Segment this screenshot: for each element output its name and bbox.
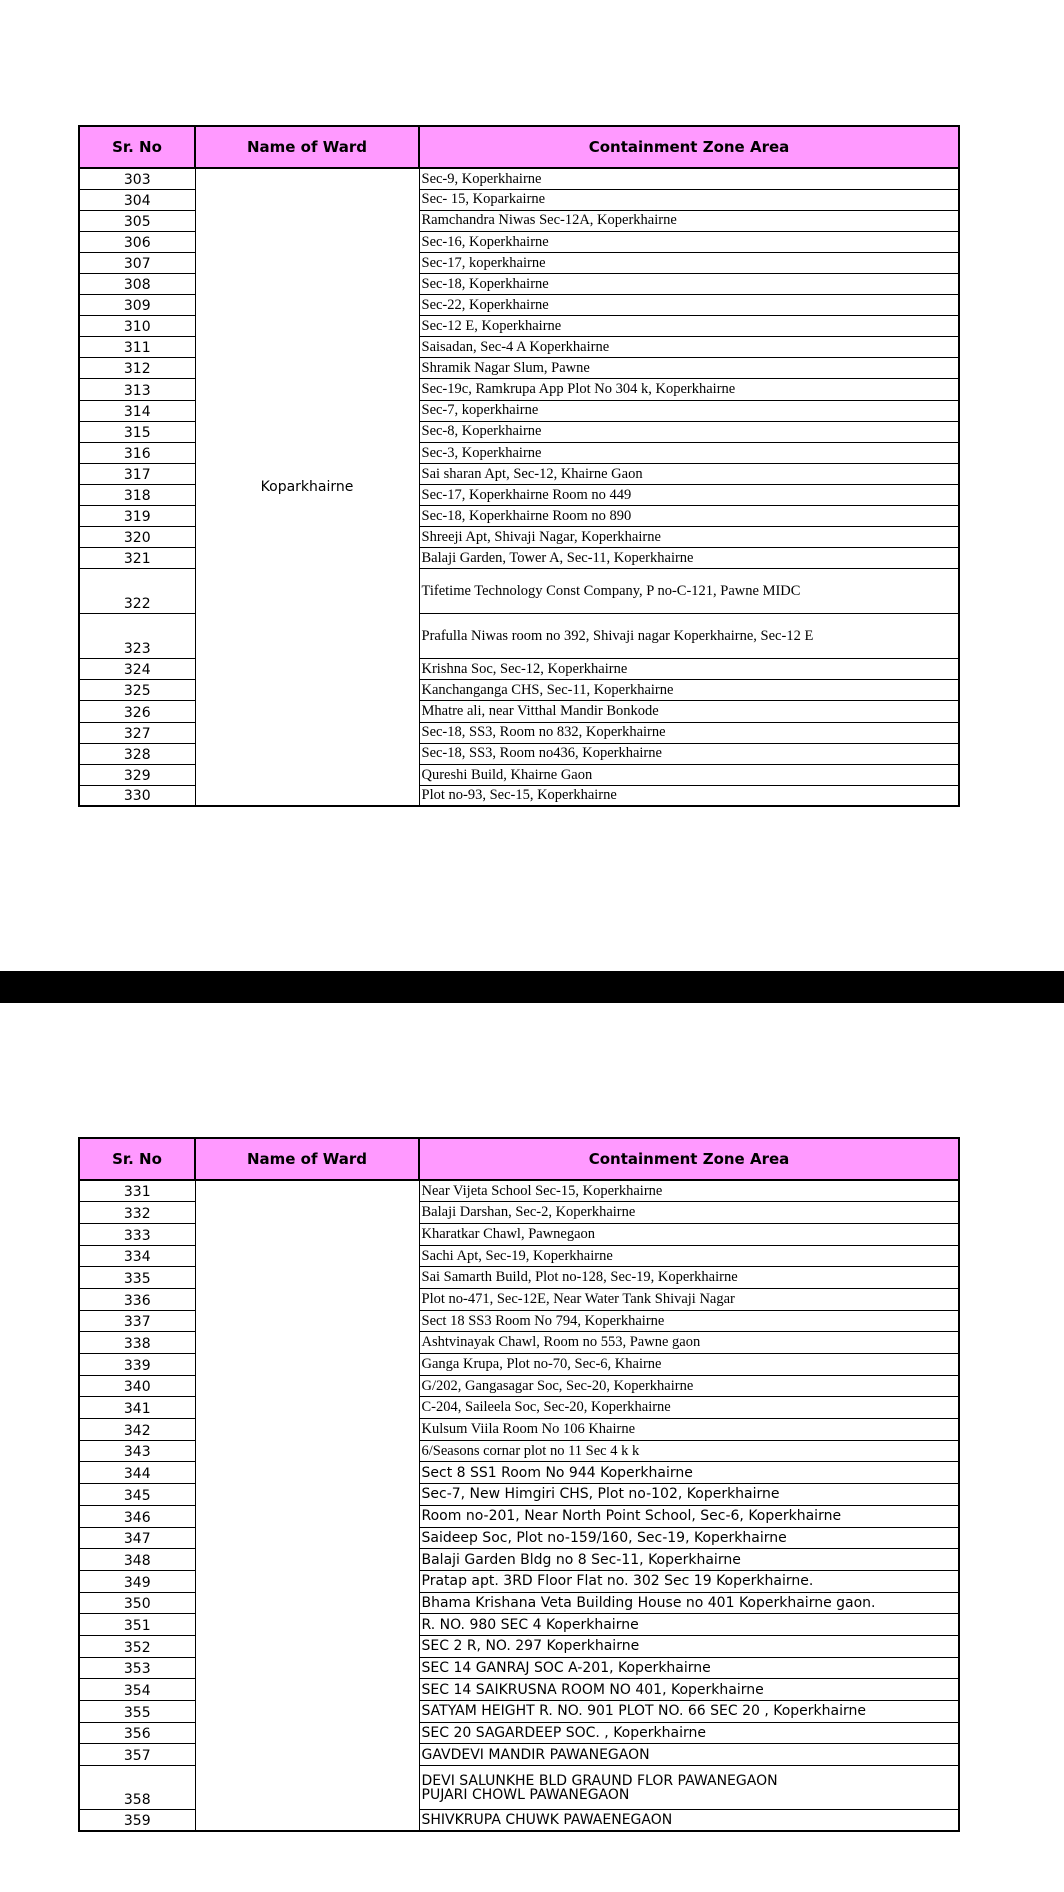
table-row: [79, 168, 959, 189]
area-cell: SHIVKRUPA CHUWK PAWAENEGAON: [419, 1810, 959, 1832]
sr-no-cell: 330: [79, 785, 195, 806]
area-cell: Tifetime Technology Const Company, P no-C-121, Pawne MIDC: [419, 569, 959, 614]
header-containment-zone-area: Containment Zone Area: [419, 1138, 959, 1180]
sr-no-cell: 304: [79, 189, 195, 210]
containment-table-1: [78, 125, 960, 807]
sr-no-cell: 335: [79, 1267, 195, 1289]
sr-no-cell: 353: [79, 1657, 195, 1679]
sr-no-cell: 351: [79, 1614, 195, 1636]
header-sr-no: Sr. No: [79, 126, 195, 168]
area-cell: Shramik Nagar Slum, Pawne: [419, 358, 959, 379]
area-cell: Plot no-93, Sec-15, Koperkhairne: [419, 785, 959, 806]
area-cell: Pratap apt. 3RD Floor Flat no. 302 Sec 19 Koperkhairne.: [419, 1570, 959, 1592]
sr-no-cell: 342: [79, 1419, 195, 1441]
area-cell: Sec-8, Koperkhairne: [419, 421, 959, 442]
ward-name: Koparkhairne: [260, 479, 354, 496]
area-cell: Mhatre ali, near Vitthal Mandir Bonkode: [419, 701, 959, 722]
sr-no-cell: 317: [79, 463, 195, 484]
area-cell: 6/Seasons cornar plot no 11 Sec 4 k k: [419, 1440, 959, 1462]
sr-no-cell: 336: [79, 1288, 195, 1310]
ward-name-cell: [195, 1180, 419, 1831]
table-header-row: [79, 1138, 959, 1180]
header-containment-zone-area: Containment Zone Area: [419, 126, 959, 168]
area-cell: Saisadan, Sec-4 A Koperkhairne: [419, 337, 959, 358]
sr-no-cell: 321: [79, 548, 195, 569]
area-cell: Sec-16, Koperkhairne: [419, 231, 959, 252]
containment-table-2: [78, 1137, 960, 1832]
area-cell: Sec-7, koperkhairne: [419, 400, 959, 421]
area-cell: SEC 14 SAIKRUSNA ROOM NO 401, Koperkhairne: [419, 1679, 959, 1701]
sr-no-cell: 320: [79, 527, 195, 548]
area-cell: SEC 2 R, NO. 297 Koperkhairne: [419, 1635, 959, 1657]
table-row: [79, 1180, 959, 1202]
area-cell: Sec-17, koperkhairne: [419, 252, 959, 273]
area-cell: Balaji Darshan, Sec-2, Koperkhairne: [419, 1202, 959, 1224]
area-cell: Plot no-471, Sec-12E, Near Water Tank Shivaji Nagar: [419, 1288, 959, 1310]
area-cell: Kanchanganga CHS, Sec-11, Koperkhairne: [419, 680, 959, 701]
sr-no-cell: 343: [79, 1440, 195, 1462]
sr-no-cell: 347: [79, 1527, 195, 1549]
area-cell: SATYAM HEIGHT R. NO. 901 PLOT NO. 66 SEC 20 , Koperkhairne: [419, 1701, 959, 1723]
sr-no-cell: 329: [79, 764, 195, 785]
area-cell: Sect 18 SS3 Room No 794, Koperkhairne: [419, 1310, 959, 1332]
area-cell: Sai sharan Apt, Sec-12, Khairne Gaon: [419, 463, 959, 484]
area-cell: Near Vijeta School Sec-15, Koperkhairne: [419, 1180, 959, 1202]
area-cell: GAVDEVI MANDIR PAWANEGAON: [419, 1744, 959, 1766]
area-cell: Qureshi Build, Khairne Gaon: [419, 764, 959, 785]
area-cell: Kharatkar Chawl, Pawnegaon: [419, 1223, 959, 1245]
sr-no-cell: 348: [79, 1549, 195, 1571]
sr-no-cell: 303: [79, 168, 195, 189]
sr-no-cell: 346: [79, 1505, 195, 1527]
header-name-of-ward: Name of Ward: [195, 1138, 419, 1180]
sr-no-cell: 326: [79, 701, 195, 722]
sr-no-cell: 324: [79, 659, 195, 680]
sr-no-cell: 328: [79, 743, 195, 764]
sr-no-cell: 338: [79, 1332, 195, 1354]
sr-no-cell: 314: [79, 400, 195, 421]
area-cell: Krishna Soc, Sec-12, Koperkhairne: [419, 659, 959, 680]
area-cell: Sec-22, Koperkhairne: [419, 295, 959, 316]
sr-no-cell: 332: [79, 1202, 195, 1224]
sr-no-cell: 308: [79, 273, 195, 294]
area-cell: Shreeji Apt, Shivaji Nagar, Koperkhairne: [419, 527, 959, 548]
sr-no-cell: 318: [79, 484, 195, 505]
area-cell: Sec-18, SS3, Room no 832, Koperkhairne: [419, 722, 959, 743]
area-cell: Sec-18, Koperkhairne Room no 890: [419, 506, 959, 527]
area-cell: Sec-18, Koperkhairne: [419, 273, 959, 294]
area-cell: Sai Samarth Build, Plot no-128, Sec-19, Koperkhairne: [419, 1267, 959, 1289]
area-cell: Sachi Apt, Sec-19, Koperkhairne: [419, 1245, 959, 1267]
sr-no-cell: 327: [79, 722, 195, 743]
sr-no-cell: 355: [79, 1701, 195, 1723]
area-cell: SEC 20 SAGARDEEP SOC. , Koperkhairne: [419, 1722, 959, 1744]
page-separator: [0, 971, 1064, 1003]
area-cell: Kulsum Viila Room No 106 Khairne: [419, 1419, 959, 1441]
sr-no-cell: 349: [79, 1570, 195, 1592]
area-line: DEVI SALUNKHE BLD GRAUND FLOR PAWANEGAON: [421, 1772, 778, 1789]
area-cell: Sec- 15, Koparkairne: [419, 189, 959, 210]
sr-no-cell: 350: [79, 1592, 195, 1614]
sr-no-cell: 357: [79, 1744, 195, 1766]
sr-no-cell: 312: [79, 358, 195, 379]
area-cell: Saideep Soc, Plot no-159/160, Sec-19, Koperkhairne: [419, 1527, 959, 1549]
sr-no-cell: 340: [79, 1375, 195, 1397]
sr-no-cell: 345: [79, 1484, 195, 1506]
sr-no-cell: 309: [79, 295, 195, 316]
area-cell: Ashtvinayak Chawl, Room no 553, Pawne gaon: [419, 1332, 959, 1354]
sr-no-cell: 311: [79, 337, 195, 358]
sr-no-cell: 352: [79, 1635, 195, 1657]
ward-name-cell: [195, 168, 419, 806]
area-cell: Bhama Krishana Veta Building House no 401 Koperkhairne gaon.: [419, 1592, 959, 1614]
area-cell: Ganga Krupa, Plot no-70, Sec-6, Khairne: [419, 1354, 959, 1376]
area-cell: [419, 1766, 959, 1810]
sr-no-cell: 356: [79, 1722, 195, 1744]
sr-no-cell: 319: [79, 506, 195, 527]
sr-no-cell: 307: [79, 252, 195, 273]
sr-no-cell: 323: [79, 614, 195, 659]
sr-no-cell: 306: [79, 231, 195, 252]
header-sr-no: Sr. No: [79, 1138, 195, 1180]
area-cell: Sec-3, Koperkhairne: [419, 442, 959, 463]
area-cell: Sec-18, SS3, Room no436, Koperkhairne: [419, 743, 959, 764]
sr-no-cell: 325: [79, 680, 195, 701]
header-name-of-ward: Name of Ward: [195, 126, 419, 168]
area-cell: Sec-19c, Ramkrupa App Plot No 304 k, Koperkhairne: [419, 379, 959, 400]
area-line: PUJARI CHOWL PAWANEGAON: [421, 1786, 630, 1803]
sr-no-cell: 341: [79, 1397, 195, 1419]
sr-no-cell: 354: [79, 1679, 195, 1701]
sr-no-cell: 337: [79, 1310, 195, 1332]
area-cell: G/202, Gangasagar Soc, Sec-20, Koperkhairne: [419, 1375, 959, 1397]
sr-no-cell: 310: [79, 316, 195, 337]
area-cell: R. NO. 980 SEC 4 Koperkhairne: [419, 1614, 959, 1636]
sr-no-cell: 316: [79, 442, 195, 463]
sr-no-cell: 305: [79, 210, 195, 231]
sr-no-cell: 333: [79, 1223, 195, 1245]
area-cell: SEC 14 GANRAJ SOC A-201, Koperkhairne: [419, 1657, 959, 1679]
table-header-row: [79, 126, 959, 168]
sr-no-cell: 359: [79, 1810, 195, 1832]
area-cell: C-204, Saileela Soc, Sec-20, Koperkhairne: [419, 1397, 959, 1419]
area-cell: Sec-9, Koperkhairne: [419, 168, 959, 189]
sr-no-cell: 344: [79, 1462, 195, 1484]
sr-no-cell: 339: [79, 1354, 195, 1376]
area-cell: Sec-12 E, Koperkhairne: [419, 316, 959, 337]
area-cell: Balaji Garden, Tower A, Sec-11, Koperkhairne: [419, 548, 959, 569]
area-cell: Ramchandra Niwas Sec-12A, Koperkhairne: [419, 210, 959, 231]
sr-no-cell: 334: [79, 1245, 195, 1267]
area-cell: Room no-201, Near North Point School, Sec-6, Koperkhairne: [419, 1505, 959, 1527]
sr-no-cell: 313: [79, 379, 195, 400]
area-cell: Balaji Garden Bldg no 8 Sec-11, Koperkhairne: [419, 1549, 959, 1571]
area-cell: Sec-17, Koperkhairne Room no 449: [419, 484, 959, 505]
area-cell: Prafulla Niwas room no 392, Shivaji nagar Koperkhairne, Sec-12 E: [419, 614, 959, 659]
area-cell: Sec-7, New Himgiri CHS, Plot no-102, Koperkhairne: [419, 1484, 959, 1506]
sr-no-cell: 358: [79, 1766, 195, 1810]
sr-no-cell: 331: [79, 1180, 195, 1202]
area-cell: Sect 8 SS1 Room No 944 Koperkhairne: [419, 1462, 959, 1484]
sr-no-cell: 322: [79, 569, 195, 614]
sr-no-cell: 315: [79, 421, 195, 442]
